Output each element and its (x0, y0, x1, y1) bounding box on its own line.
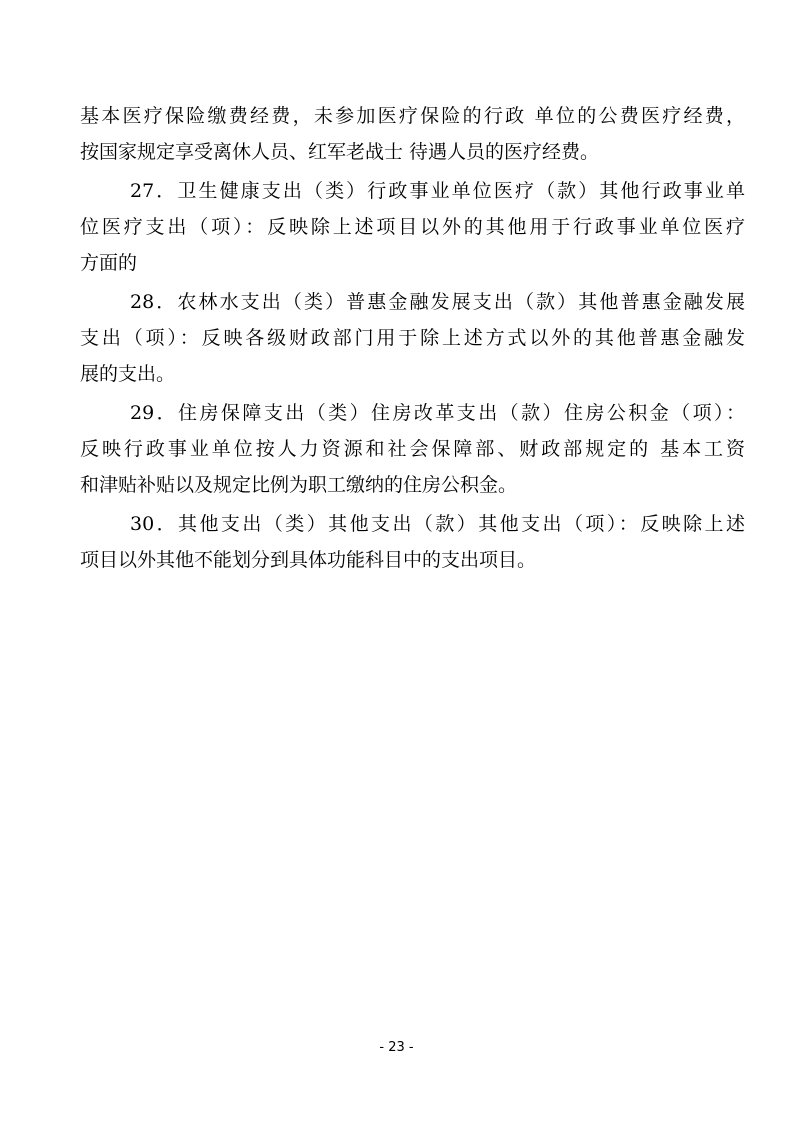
text-line: 方面的 (80, 252, 138, 274)
text-line: 反映行政事业单位按人力资源和社会保障部、财政部规定的 基本工资 (80, 438, 745, 460)
text-line: 基本医疗保险缴费经费，未参加医疗保险的行政 单位的公费医疗经费， (80, 105, 745, 127)
text-line: 30．其他支出（类）其他支出（款）其他支出（项）：反映除上述 (130, 513, 745, 535)
document-body (80, 98, 745, 581)
text-line: 和津贴补贴以及规定比例为职工缴纳的住房公积金。 (80, 474, 518, 496)
text-line: 按国家规定享受离休人员、红军老战士 待遇人员的医疗经费。 (80, 141, 600, 163)
text-line: 位医疗支出（项）：反映除上述项目以外的其他用于行政事业单位医疗 (80, 216, 745, 238)
paragraph-item-28 (80, 284, 745, 392)
text-line: 27．卫生健康支出（类）行政事业单位医疗（款）其他行政事业单 (130, 180, 745, 202)
text-line: 28．农林水支出（类）普惠金融发展支出（款）其他普惠金融发展 (130, 291, 745, 313)
paragraph-item-29 (80, 395, 745, 503)
paragraph-medical-fees (80, 98, 745, 170)
page-number: - 23 - (379, 1040, 414, 1055)
text-line: 支出（项）：反映各级财政部门用于除上述方式以外的其他普惠金融发 (80, 327, 745, 349)
text-line: 项目以外其他不能划分到具体功能科目中的支出项目。 (80, 549, 537, 571)
paragraph-item-30 (80, 506, 745, 578)
text-line: 展的支出。 (80, 363, 176, 385)
paragraph-item-27 (80, 173, 745, 281)
text-line: 29．住房保障支出（类）住房改革支出（款）住房公积金（项）： (130, 402, 745, 424)
